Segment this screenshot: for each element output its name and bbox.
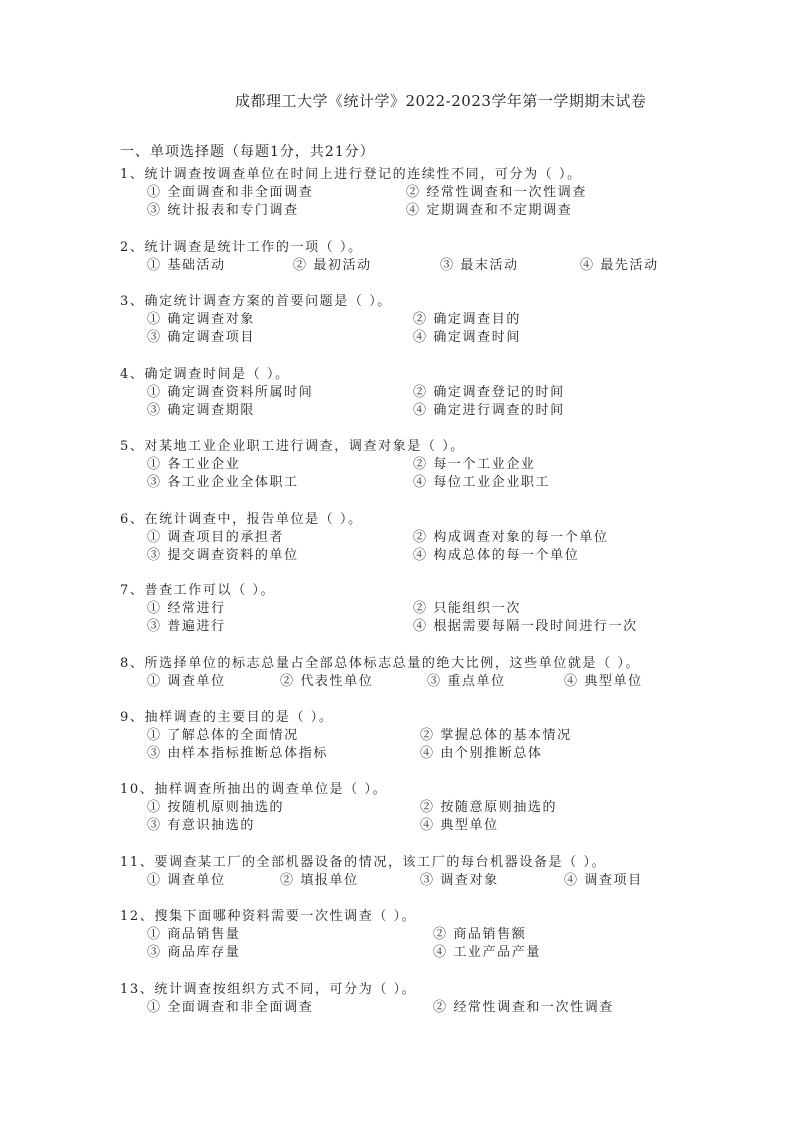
question-stem: 4、确定调查时间是（ ）。 bbox=[120, 367, 290, 382]
question-stem: 6、在统计调查中，报告单位是（ ）。 bbox=[120, 512, 363, 527]
answer-option: ③ 确定调查期限 bbox=[147, 403, 255, 418]
answer-option: ② 每一个工业企业 bbox=[413, 457, 536, 472]
answer-option: ② 掌握总体的基本情况 bbox=[420, 728, 572, 743]
answer-option: ④ 调查项目 bbox=[564, 873, 643, 888]
answer-option: ③ 统计报表和专门调查 bbox=[147, 203, 299, 218]
answer-option: ① 调查单位 bbox=[147, 873, 226, 888]
answer-option: ③ 重点单位 bbox=[427, 674, 506, 689]
answer-option: ② 按随意原则抽选的 bbox=[420, 800, 558, 815]
answer-option: ② 经常性调查和一次性调查 bbox=[433, 1000, 614, 1015]
question-stem: 5、对某地工业企业职工进行调查，调查对象是（ ）。 bbox=[120, 439, 465, 454]
answer-option: ④ 根据需要每隔一段时间进行一次 bbox=[413, 619, 638, 634]
answer-option: ③ 提交调查资料的单位 bbox=[147, 548, 299, 563]
answer-option: ② 经常性调查和一次性调查 bbox=[406, 185, 587, 200]
question-stem: 12、搜集下面哪种资料需要一次性调查（ ）。 bbox=[120, 909, 417, 924]
exam-title: 成都理工大学《统计学》2022-2023学年第一学期期末试卷 bbox=[235, 92, 647, 110]
answer-option: ① 调查单位 bbox=[147, 674, 226, 689]
answer-option: ③ 商品库存量 bbox=[147, 945, 241, 960]
answer-option: ① 全面调查和非全面调查 bbox=[147, 1000, 314, 1015]
question-stem: 3、确定统计调查方案的首要问题是（ ）。 bbox=[120, 294, 392, 309]
answer-option: ② 商品销售额 bbox=[433, 927, 527, 942]
answer-option: ① 经常进行 bbox=[147, 601, 226, 616]
question-stem: 7、普查工作可以（ ）。 bbox=[120, 583, 276, 598]
answer-option: ④ 典型单位 bbox=[420, 818, 499, 833]
question-stem: 1、统计调查按调查单位在时间上进行登记的连续性不同，可分为（ ）。 bbox=[120, 167, 582, 182]
answer-option: ④ 由个别推断总体 bbox=[420, 746, 543, 761]
answer-option: ② 只能组织一次 bbox=[413, 601, 521, 616]
answer-option: ③ 普遍进行 bbox=[147, 619, 226, 634]
answer-option: ③ 有意识抽选的 bbox=[147, 818, 255, 833]
answer-option: ② 最初活动 bbox=[293, 258, 372, 273]
answer-option: ④ 构成总体的每一个单位 bbox=[413, 548, 580, 563]
answer-option: ① 商品销售量 bbox=[147, 927, 241, 942]
section-heading: 一、单项选择题（每题1分，共21分） bbox=[120, 144, 375, 160]
answer-option: ③ 各工业企业全体职工 bbox=[147, 475, 299, 490]
question-stem: 2、统计调查是统计工作的一项（ ）。 bbox=[120, 240, 363, 255]
answer-option: ① 各工业企业 bbox=[147, 457, 241, 472]
answer-option: ③ 最末活动 bbox=[440, 258, 519, 273]
question-stem: 13、统计调查按组织方式不同，可分为（ ）。 bbox=[120, 982, 417, 997]
answer-option: ③ 由样本指标推断总体指标 bbox=[147, 746, 328, 761]
answer-option: ② 代表性单位 bbox=[280, 674, 374, 689]
answer-option: ① 确定调查对象 bbox=[147, 312, 255, 327]
answer-option: ① 基础活动 bbox=[147, 258, 226, 273]
answer-option: ① 确定调查资料所属时间 bbox=[147, 385, 314, 400]
answer-option: ④ 最先活动 bbox=[580, 258, 659, 273]
answer-option: ④ 确定调查时间 bbox=[413, 330, 521, 345]
answer-option: ④ 工业产品产量 bbox=[433, 945, 541, 960]
answer-option: ④ 典型单位 bbox=[564, 674, 643, 689]
answer-option: ② 构成调查对象的每一个单位 bbox=[413, 530, 609, 545]
question-stem: 9、抽样调查的主要目的是（ ）。 bbox=[120, 710, 334, 725]
answer-option: ① 调查项目的承担者 bbox=[147, 530, 285, 545]
answer-option: ② 确定调查登记的时间 bbox=[413, 385, 565, 400]
answer-option: ① 按随机原则抽选的 bbox=[147, 800, 285, 815]
answer-option: ④ 定期调查和不定期调查 bbox=[406, 203, 573, 218]
question-stem: 10、抽样调查所抽出的调查单位是（ ）。 bbox=[120, 782, 388, 797]
answer-option: ④ 确定进行调查的时间 bbox=[413, 403, 565, 418]
answer-option: ② 填报单位 bbox=[280, 873, 359, 888]
answer-option: ① 全面调查和非全面调查 bbox=[147, 185, 314, 200]
answer-option: ① 了解总体的全面情况 bbox=[147, 728, 299, 743]
question-stem: 11、要调查某工厂的全部机器设备的情况，该工厂的每台机器设备是（ ）。 bbox=[120, 855, 607, 870]
question-stem: 8、所选择单位的标志总量占全部总体标志总量的绝大比例，这些单位就是（ ）。 bbox=[120, 656, 641, 671]
answer-option: ② 确定调查目的 bbox=[413, 312, 521, 327]
answer-option: ③ 调查对象 bbox=[420, 873, 499, 888]
answer-option: ③ 确定调查项目 bbox=[147, 330, 255, 345]
answer-option: ④ 每位工业企业职工 bbox=[413, 475, 551, 490]
